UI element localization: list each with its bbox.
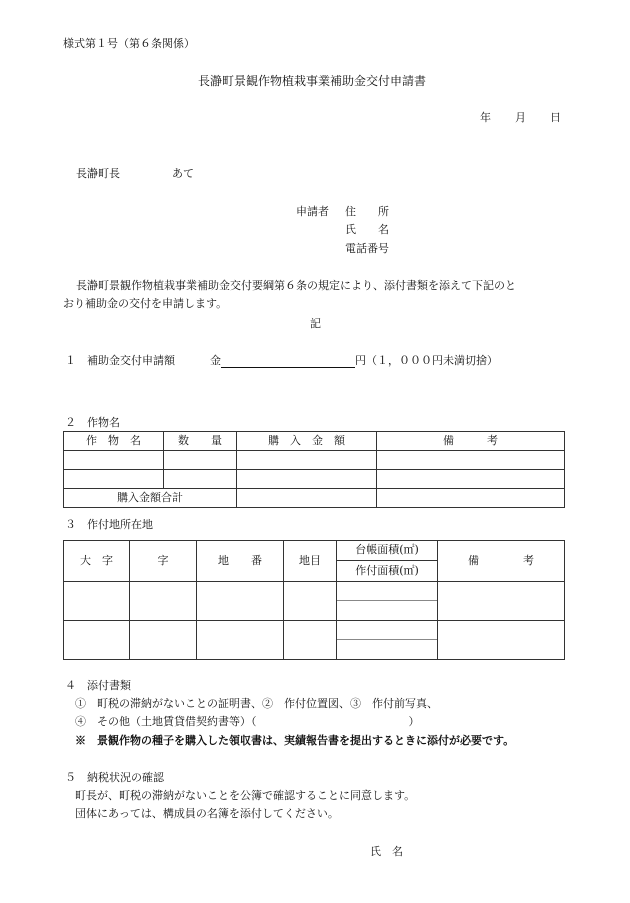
addressee-name: 長瀞町長	[76, 167, 120, 180]
applicant-phone: 電話番号	[345, 242, 389, 255]
land-cell[interactable]	[197, 621, 284, 660]
crop-cell[interactable]	[164, 470, 237, 489]
land-cell[interactable]	[64, 582, 130, 621]
land-area-cell[interactable]	[337, 582, 438, 621]
land-header-aza: 字	[130, 541, 197, 582]
crop-cell[interactable]	[164, 451, 237, 470]
crop-header-quantity: 数 量	[164, 432, 237, 451]
land-cell[interactable]	[438, 621, 565, 660]
crop-cell[interactable]	[64, 451, 164, 470]
form-number: 様式第１号（第６条関係）	[63, 37, 195, 50]
section5-label: ５ 納税状況の確認	[65, 771, 164, 784]
land-header-chimoku: 地目	[284, 541, 337, 582]
section1-label: １ 補助金交付申請額	[65, 354, 175, 367]
form-title: 長瀞町景観作物植栽事業補助金交付申請書	[198, 74, 427, 88]
crop-header-name: 作 物 名	[64, 432, 164, 451]
applicant-label: 申請者	[296, 205, 329, 218]
section4-label: ４ 添付書類	[65, 679, 131, 692]
land-cell[interactable]	[284, 582, 337, 621]
attachment-other: ④ その他（土地賃貸借契約書等）（	[75, 715, 257, 728]
amount-yen-note: 円（１，０００円未満切捨）	[355, 354, 498, 367]
signature-name: 氏 名	[370, 845, 403, 858]
land-header-ledger-area: 台帳面積(㎡)	[355, 543, 419, 557]
applicant-name: 氏 名	[345, 223, 389, 236]
land-table	[63, 540, 565, 660]
land-cell[interactable]	[438, 582, 565, 621]
land-header-remarks: 備 考	[438, 541, 565, 582]
land-cell[interactable]	[64, 621, 130, 660]
body-text-line2: おり補助金の交付を申請します。	[63, 297, 228, 310]
land-cell[interactable]	[284, 621, 337, 660]
tax-consent-line2: 団体にあっては、構成員の名簿を添付してください。	[75, 807, 339, 820]
attachment-note: ※ 景観作物の種子を購入した領収書は、実績報告書を提出するときに添付が必要です。	[75, 734, 515, 747]
attachment-line2	[75, 715, 420, 729]
land-cell[interactable]	[197, 582, 284, 621]
land-cell[interactable]	[130, 582, 197, 621]
date-month: 月	[515, 111, 526, 124]
crop-cell[interactable]	[237, 470, 377, 489]
crop-header-remarks: 備 考	[377, 432, 565, 451]
applicant-address: 住 所	[345, 205, 389, 218]
land-cell[interactable]	[130, 621, 197, 660]
section3-label: ３ 作付地所在地	[65, 518, 153, 531]
crop-total-amount[interactable]	[237, 489, 377, 508]
date-year: 年	[480, 111, 491, 124]
crop-cell[interactable]	[377, 451, 565, 470]
crop-cell[interactable]	[64, 470, 164, 489]
tax-consent-line1: 町長が、町税の滞納がないことを公簿で確認することに同意します。	[75, 789, 416, 802]
body-text-line1: 長瀞町景観作物植栽事業補助金交付要綱第６条の規定により、添付書類を添えて下記のと	[76, 279, 516, 292]
crop-total-remarks[interactable]	[377, 489, 565, 508]
attachment-line1: ① 町税の滞納がないことの証明書、② 作付位置図、③ 作付前写真、	[75, 697, 438, 710]
date-line	[480, 111, 561, 125]
crop-cell[interactable]	[237, 451, 377, 470]
addressee-suffix: あて	[172, 167, 194, 180]
land-header-planted-area: 作付面積(㎡)	[355, 563, 419, 577]
land-header-chiban: 地 番	[197, 541, 284, 582]
crop-table	[63, 431, 565, 508]
attachment-other-close: ）	[408, 715, 420, 728]
crop-header-amount: 購 入 金 額	[237, 432, 377, 451]
ki-mark: 記	[310, 317, 321, 330]
land-header-area	[337, 541, 438, 582]
date-day: 日	[550, 111, 561, 124]
land-header-oaza: 大 字	[64, 541, 130, 582]
section2-label: ２ 作物名	[65, 416, 120, 429]
land-area-cell[interactable]	[337, 621, 438, 660]
addressee	[76, 167, 194, 181]
amount-kin: 金	[210, 354, 221, 367]
crop-total-label: 購入金額合計	[64, 489, 237, 508]
section1-amount	[210, 354, 498, 368]
amount-underline[interactable]	[221, 354, 355, 368]
crop-cell[interactable]	[377, 470, 565, 489]
